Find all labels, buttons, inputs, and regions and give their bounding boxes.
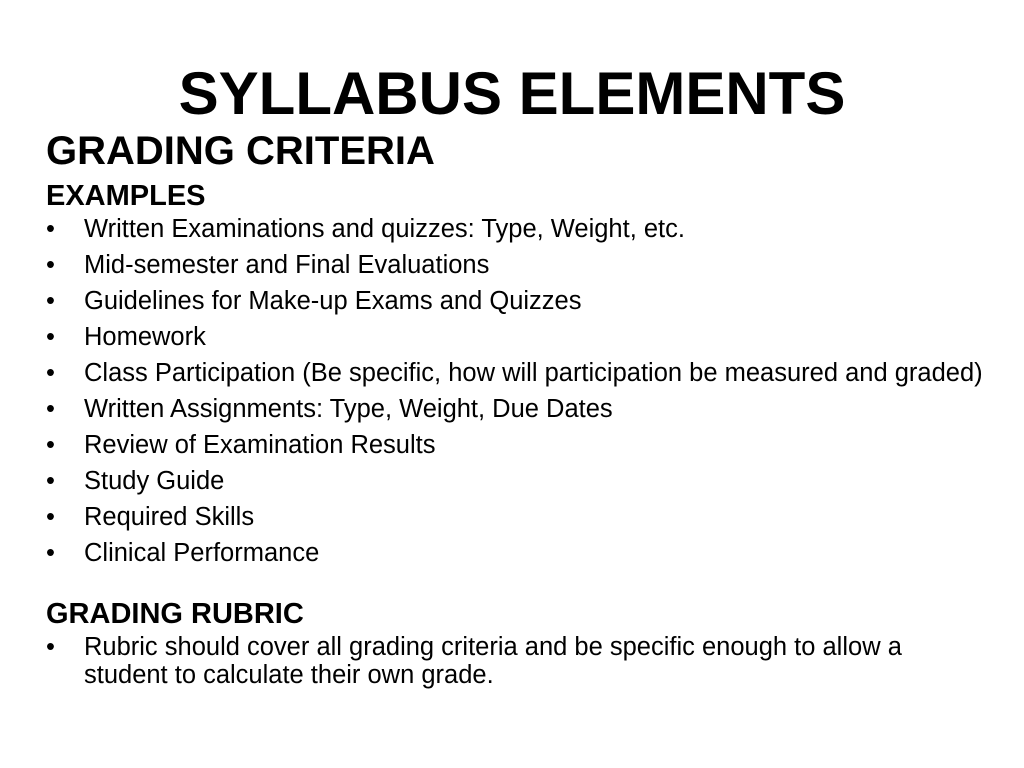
list-item [46, 395, 986, 423]
list-item [46, 323, 986, 351]
bullet-icon: • [46, 467, 55, 495]
bullet-icon: • [46, 251, 55, 279]
list-item-text: Rubric should cover all grading criteria and be specific enough to allow a student to calculate their own grade. [84, 633, 902, 689]
examples-heading: EXAMPLES [46, 180, 206, 212]
bullet-icon: • [46, 359, 55, 387]
bullet-icon: • [46, 539, 55, 567]
list-item-text: Homework [84, 323, 206, 351]
bullet-icon: • [46, 431, 55, 459]
section-heading: GRADING CRITERIA [46, 129, 435, 173]
list-item-text: Study Guide [84, 467, 225, 495]
list-item-text: Class Participation (Be specific, how will participation be measured and graded) [84, 359, 983, 387]
bullet-icon: • [46, 287, 55, 315]
list-item-text: Written Examinations and quizzes: Type, Weight, etc. [84, 215, 685, 243]
list-item [46, 359, 986, 387]
list-item-text: Guidelines for Make-up Exams and Quizzes [84, 287, 582, 315]
slide-content [46, 127, 986, 697]
bullet-icon: • [46, 633, 55, 661]
list-item [46, 431, 986, 459]
rubric-list [46, 633, 986, 689]
list-item [46, 251, 986, 279]
list-item-text: Review of Examination Results [84, 431, 436, 459]
list-item-text: Required Skills [84, 503, 255, 531]
examples-list [46, 215, 986, 567]
list-item [46, 287, 986, 315]
bullet-icon: • [46, 323, 55, 351]
list-item [46, 215, 986, 243]
slide-title: SYLLABUS ELEMENTS [178, 60, 846, 127]
rubric-heading: GRADING RUBRIC [46, 598, 304, 630]
bullet-icon: • [46, 215, 55, 243]
list-item [46, 467, 986, 495]
bullet-icon: • [46, 503, 55, 531]
bullet-icon: • [46, 395, 55, 423]
list-item-text: Written Assignments: Type, Weight, Due Dates [84, 395, 613, 423]
list-item-text: Mid-semester and Final Evaluations [84, 251, 490, 279]
list-item-text: Clinical Performance [84, 539, 320, 567]
list-item [46, 539, 986, 567]
list-item [46, 633, 986, 689]
list-item [46, 503, 986, 531]
